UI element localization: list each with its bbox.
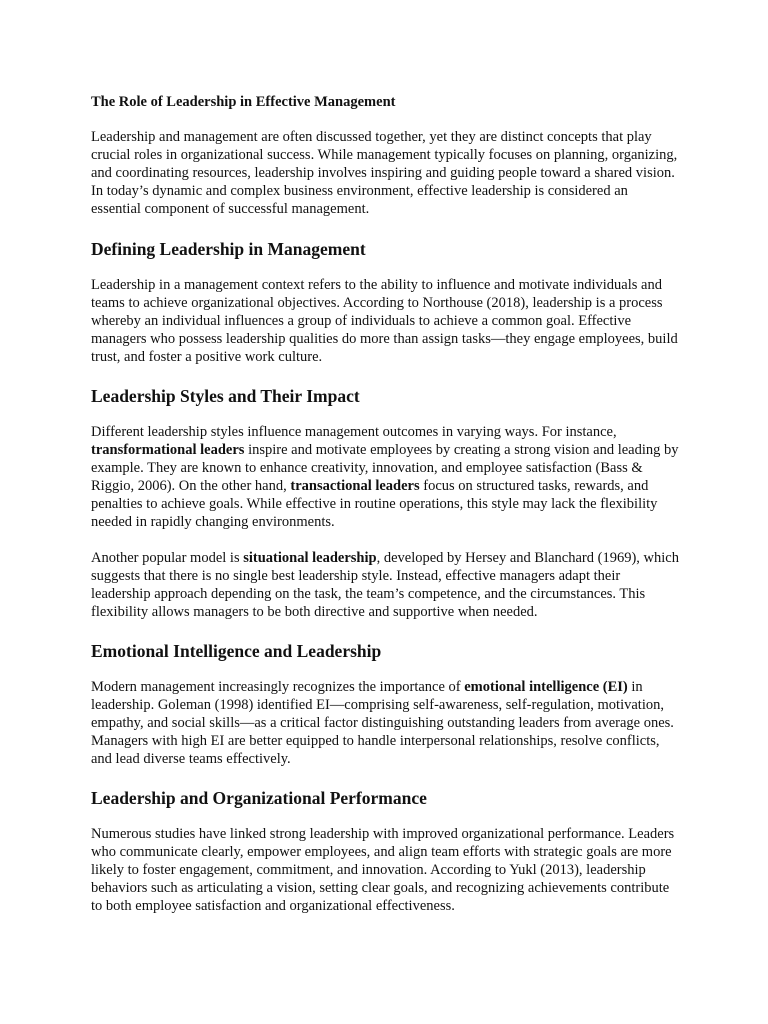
styles-text-1e: focus on structured tasks, rewards, and penalties to achieve goals. While effective in routine operations, this style may lack the flexibility needed in rapidly changing environments. bbox=[91, 478, 658, 530]
styles-text-2a: Another popular model is bbox=[91, 550, 244, 566]
ei-text-a: Modern management increasingly recognizes the importance of bbox=[91, 679, 465, 695]
document-page bbox=[91, 93, 681, 915]
section-heading-styles: Leadership Styles and Their Impact bbox=[91, 386, 360, 406]
styles-text-1c: inspire and motivate employees by creating a strong vision and leading by example. They are known to enhance creativity, innovation, and employee satisfaction (Bass & Riggio, 2006). On the other hand, bbox=[91, 442, 679, 494]
term-emotional-intelligence: emotional intelligence (EI) bbox=[464, 679, 628, 695]
styles-text-2c: , developed by Hersey and Blanchard (1969), which suggests that there is no single best leadership style. Instead, effective managers adapt their leadership approach depending on the task, the team’s competence, and the circumstances. This flexibility allows managers to be both directive and supportive when needed. bbox=[91, 550, 679, 620]
intro-paragraph: Leadership and management are often discussed together, yet they are distinct concepts that play crucial roles in organizational success. While management typically focuses on planning, organizing, and coordinating resources, leadership involves inspiring and guiding people toward a shared vision. In today’s dynamic and complex business environment, effective leadership is considered an essential component of successful management. bbox=[91, 129, 678, 217]
defining-paragraph: Leadership in a management context refers to the ability to influence and motivate individuals and teams to achieve organizational objectives. According to Northouse (2018), leadership is a process whereby an individual influences a group of individuals to achieve a common goal. Effective managers who possess leadership qualities do more than assign tasks—they engage employees, build trust, and foster a positive work culture. bbox=[91, 277, 678, 365]
styles-paragraph-2 bbox=[91, 549, 681, 621]
styles-paragraph-1 bbox=[91, 423, 681, 531]
section-heading-defining: Defining Leadership in Management bbox=[91, 239, 366, 259]
document-title: The Role of Leadership in Effective Management bbox=[91, 94, 396, 110]
performance-paragraph: Numerous studies have linked strong leadership with improved organizational performance. Leaders who communicate clearly, empower employees, and align team efforts with strategic goals are more likely to foster engagement, commitment, and innovation. According to Yukl (2013), leadership behaviors such as articulating a vision, setting clear goals, and recognizing achievements contribute to both employee satisfaction and organizational effectiveness. bbox=[91, 826, 675, 914]
section-heading-performance: Leadership and Organizational Performance bbox=[91, 788, 427, 808]
term-transformational-leaders: transformational leaders bbox=[91, 442, 245, 458]
ei-text-c: in leadership. Goleman (1998) identified EI—comprising self-awareness, self-regulation, motivation, empathy, and social skills—as a critical factor distinguishing outstanding leaders from average ones. Managers with high EI are better equipped to handle interpersonal relationships, resolve conflicts, and lead diverse teams effectively. bbox=[91, 679, 674, 767]
term-transactional-leaders: transactional leaders bbox=[290, 478, 420, 494]
styles-text-1a: Different leadership styles influence management outcomes in varying ways. For instance, bbox=[91, 424, 617, 440]
section-heading-emotional-intelligence: Emotional Intelligence and Leadership bbox=[91, 641, 382, 661]
term-situational-leadership: situational leadership bbox=[243, 550, 377, 566]
emotional-intelligence-paragraph bbox=[91, 678, 681, 768]
